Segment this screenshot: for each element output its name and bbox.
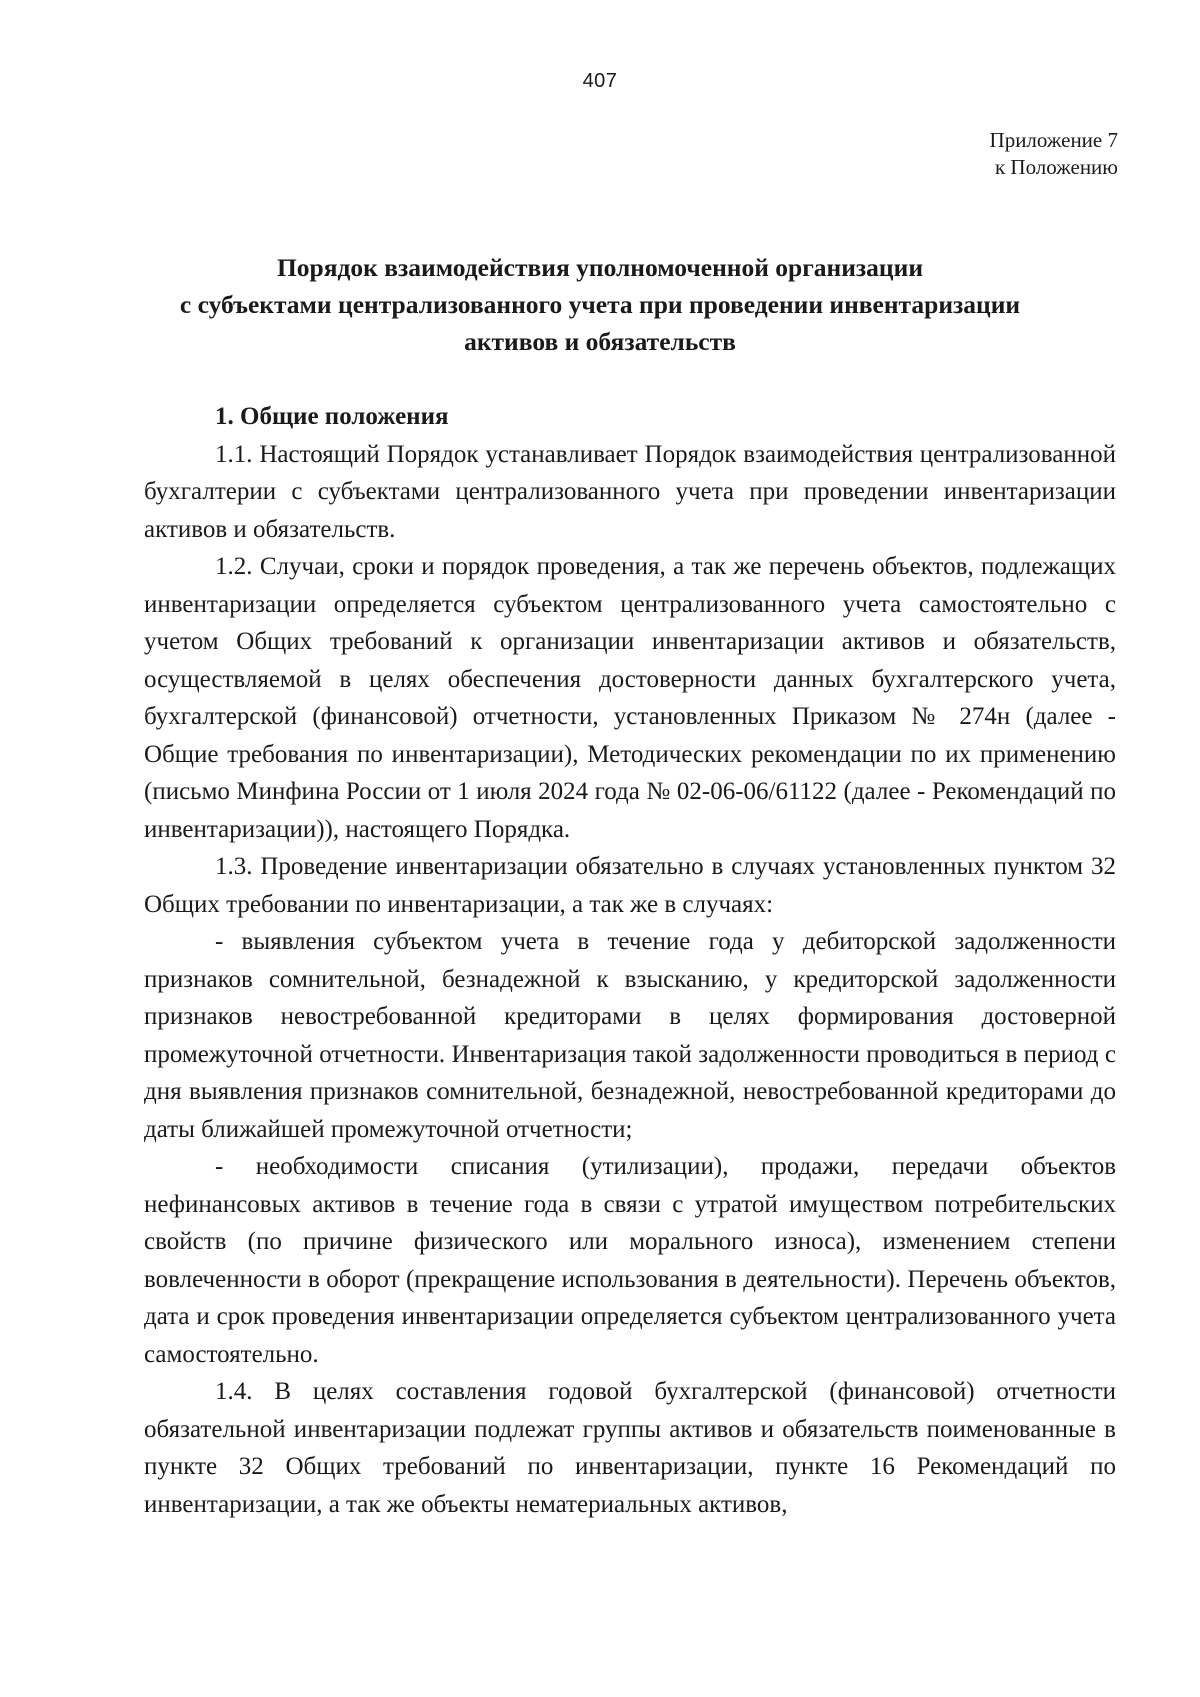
title-line-2: с субъектами централизованного учета при проведении инвентаризации [179, 290, 1021, 319]
document-body [144, 398, 1116, 1523]
appendix-line-2: к Положению [994, 155, 1118, 179]
document-title [120, 249, 1080, 360]
appendix-reference [990, 127, 1118, 181]
paragraph-1-3: 1.3. Проведение инвентаризации обязательно в случаях установленных пунктом 32 Общих требовании по инвентаризации, а так же в случаях: [144, 853, 1116, 918]
title-line-1: Порядок взаимодействия уполномоченной организации [276, 253, 924, 282]
page-number: 407 [582, 70, 618, 92]
paragraph-1-4: 1.4. В целях составления годовой бухгалтерской (финансовой) отчетности обязательной инвентаризации подлежат группы активов и обязательств поименованные в пункте 32 Общих требований по инвентаризации, пункте 16 Рекомендаций по инвентаризации, а так же объекты нематериальных активов, [144, 1378, 1116, 1518]
appendix-line-1: Приложение 7 [989, 128, 1118, 152]
paragraph-1-2: 1.2. Случаи, сроки и порядок проведения, а так же перечень объектов, подлежащих инвентаризации определяется субъектом централизованного учета самостоятельно с учетом Общих требований к организации инвентаризации активов и обязательств, осуществляемой в целях обеспечения достоверности данных бухгалтерского учета, бухгалтерской (финансовой) отчетности, установленных Приказом № 274н (далее - Общие требования по инвентаризации), Методических рекомендации по их применению (письмо Минфина России от 1 июля 2024 года № 02-06-06/61122 (далее - Рекомендаций по инвентаризации)), настоящего Порядка. [144, 553, 1116, 843]
paragraph-1-1: 1.1. Настоящий Порядок устанавливает Порядок взаимодействия централизованной бухгалтерии с субъектами централизованного учета при проведении инвентаризации активов и обязательств. [144, 440, 1116, 543]
list-item-receivables: - выявления субъектом учета в течение года у дебиторской задолженности признаков сомнительной, безнадежной к взысканию, у кредиторской задолженности признаков невостребованной кредиторами в целях формирования достоверной промежуточной отчетности. Инвентаризация такой задолженности проводиться в период с дня выявления признаков сомнительной, безнадежной, невостребованной кредиторами до даты ближайшей промежуточной отчетности; [144, 928, 1116, 1143]
section-heading: 1. Общие положения [215, 403, 449, 430]
list-item-nonfinancial-assets: - необходимости списания (утилизации), продажи, передачи объектов нефинансовых активов в течение года в связи с утратой имуществом потребительских свойств (по причине физического или морального износа), изменением степени вовлеченности в оборот (прекращение использования в деятельности). Перечень объектов, дата и срок проведения инвентаризации определяется субъектом централизованного учета самостоятельно. [144, 1153, 1116, 1368]
title-line-3: активов и обязательств [464, 327, 736, 356]
